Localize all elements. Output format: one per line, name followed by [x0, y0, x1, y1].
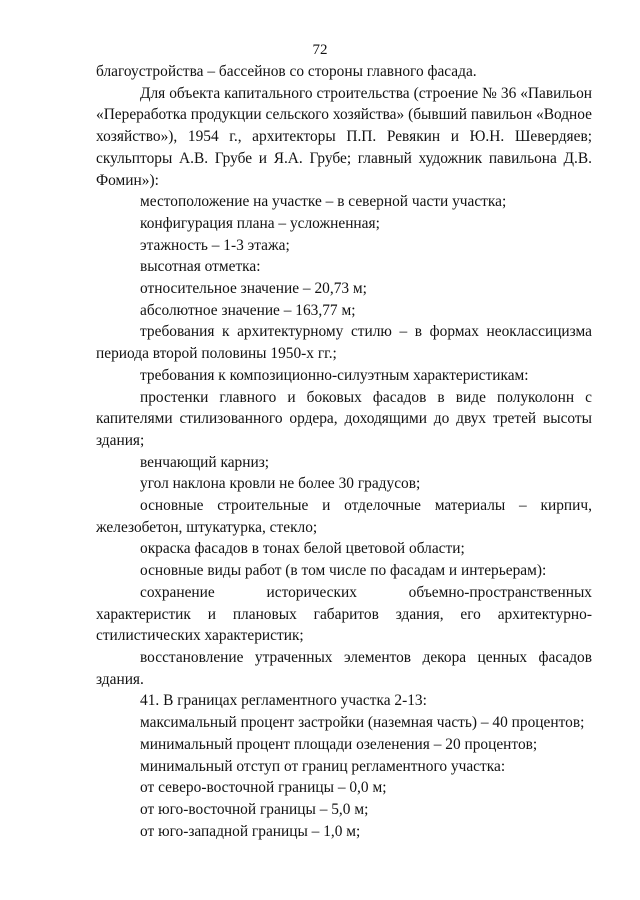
document-body — [96, 61, 592, 842]
paragraph-composition-requirements: требования к композиционно-силуэтным характеристикам: — [140, 366, 529, 384]
paragraph-min-setback: минимальный отступ от границ регламентного участка: — [140, 757, 506, 775]
paragraph-plan-configuration: конфигурация плана – усложненная; — [140, 214, 380, 232]
paragraph-architectural-style: требования к архитектурному стилю – в формах неоклассицизма периода второй половины 1950-х гг.; — [96, 323, 592, 363]
paragraph-setback-northeast: от северо-восточной границы – 0,0 м; — [140, 779, 387, 797]
paragraph-max-building-percent: максимальный процент застройки (наземная часть) – 40 процентов; — [140, 714, 585, 732]
paragraph-roof-angle: угол наклона кровли не более 30 градусов; — [140, 475, 421, 493]
paragraph-object-description: Для объекта капитального строительства (строение № 36 «Павильон «Переработка продукции сельского хозяйства» (бывший павильон «Водное хозяйство»), 1954 г., архитекторы П.П. Ревякин и Ю.Н. Шевердяев; скульпторы А.В. Грубе и Я.А. Грубе; главный художник павильона Д.В. Фомин»): — [96, 84, 592, 189]
paragraph-absolute-value: абсолютное значение – 163,77 м; — [140, 301, 356, 319]
paragraph-setback-southwest: от юго-западной границы – 1,0 м; — [140, 822, 361, 840]
paragraph-floors: этажность – 1-3 этажа; — [140, 236, 290, 254]
paragraph-location: местоположение на участке – в северной части участка; — [140, 193, 507, 211]
paragraph-preservation: сохранение исторических объемно-пространственных характеристик и плановых габаритов здания, его архитектурно-стилистических характеристик; — [96, 583, 592, 645]
paragraph-materials: основные строительные и отделочные материалы – кирпич, железобетон, штукатурка, стекло; — [96, 497, 592, 536]
paragraph-restoration: восстановление утраченных элементов декора ценных фасадов здания. — [96, 648, 592, 688]
paragraph-cornice: венчающий карниз; — [140, 453, 270, 471]
paragraph-work-types: основные виды работ (в том числе по фасадам и интерьерам): — [140, 562, 547, 580]
paragraph-continuation: благоустройства – бассейнов со стороны главного фасада. — [96, 63, 477, 80]
paragraph-facade-piers: простенки главного и боковых фасадов в виде полуколонн с капителями стилизованного ордера, доходящими до двух третей высоты здания; — [96, 388, 592, 449]
paragraph-section-41: 41. В границах регламентного участка 2-13: — [140, 692, 427, 710]
paragraph-facade-color: окраска фасадов в тонах белой цветовой области; — [140, 540, 465, 558]
paragraph-setback-southeast: от юго-восточной границы – 5,0 м; — [140, 800, 369, 818]
page-number: 72 — [312, 42, 328, 58]
paragraph-relative-value: относительное значение – 20,73 м; — [140, 280, 367, 298]
paragraph-height-mark: высотная отметка: — [140, 258, 261, 276]
paragraph-min-greening-percent: минимальный процент площади озеленения – 20 процентов; — [140, 735, 538, 753]
